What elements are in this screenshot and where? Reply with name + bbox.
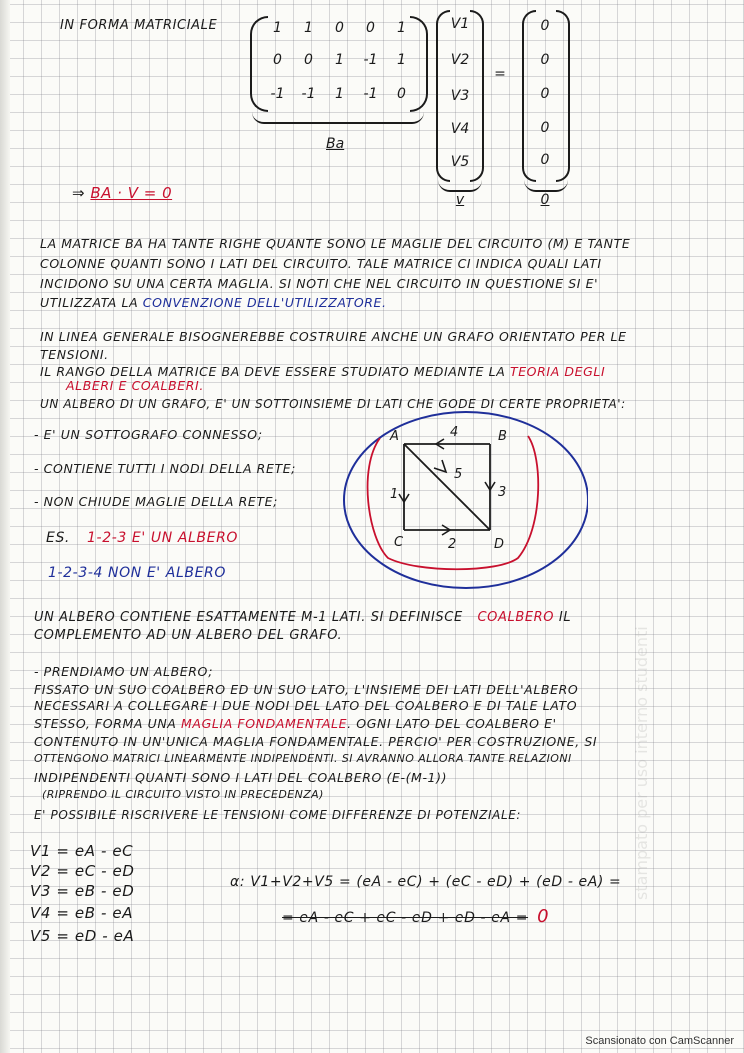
highlight-coalbero: COALBERO — [477, 610, 555, 625]
vector-zero-entry: 0 — [540, 52, 550, 68]
matrix-cell: 1 — [335, 52, 344, 68]
text-fragment: IL RANGO DELLA MATRICE BA DEVE ESSERE STUDIATO MEDIANTE LA — [40, 364, 510, 379]
matrix-label: Ba — [326, 136, 345, 152]
example-tree: 1-2-3 E' UN ALBERO — [87, 530, 239, 546]
text-line: OTTENGONO MATRICI LINEARMENTE INDIPENDENTI. SI AVRANNO ALLORA TANTE RELAZIONI — [34, 752, 572, 765]
vector-zero-entry: 0 — [540, 120, 550, 136]
vector-v-entry: V5 — [450, 154, 470, 170]
matrix-cell: 1 — [273, 20, 282, 36]
text-line: (RIPRENDO IL CIRCUITO VISTO IN PRECEDENZA) — [42, 788, 324, 801]
text-fragment: UTILIZZATA LA — [40, 295, 143, 310]
matrix-cell: 0 — [366, 20, 375, 36]
text-fragment: UN ALBERO CONTIENE ESATTAMENTE M-1 LATI. SI DEFINISCE — [34, 610, 463, 625]
vector-v-entry: V2 — [450, 52, 470, 68]
text-line: INDIPENDENTI QUANTI SONO I LATI DEL COALBERO (E-(M-1)) — [34, 770, 448, 785]
voltage-eq: V4 = eB - eA — [30, 904, 134, 922]
text-line: LA MATRICE BA HA TANTE RIGHE QUANTE SONO LE MAGLIE DEL CIRCUITO (M) E TANTE — [40, 236, 631, 251]
node-b: B — [498, 429, 507, 444]
text-line: E' POSSIBILE RISCRIVERE LE TENSIONI COME DIFFERENZE DI POTENZIALE: — [34, 808, 522, 822]
vector-v-label: v — [455, 192, 465, 208]
graph-diagram — [338, 408, 588, 592]
text-line — [40, 364, 605, 379]
text-line: IN LINEA GENERALE BISOGNEREBBE COSTRUIRE ANCHE UN GRAFO ORIENTATO PER LE — [40, 329, 627, 344]
text-line: COMPLEMENTO AD UN ALBERO DEL GRAFO. — [34, 628, 343, 643]
text-line: INCIDONO SU UNA CERTA MAGLIA. SI NOTI CHE NEL CIRCUITO IN QUESTIONE SI E' — [40, 276, 599, 291]
edge-label-4: 4 — [450, 425, 459, 440]
bullet-item: - CONTIENE TUTTI I NODI DELLA RETE; — [34, 461, 296, 476]
arrow-edge-5 — [434, 460, 446, 472]
matrix-cell: 0 — [335, 20, 344, 36]
matrix-cell: -1 — [363, 52, 378, 68]
highlight-convention: CONVENZIONE DELL'UTILIZZATORE. — [142, 295, 387, 310]
node-a: A — [390, 429, 399, 444]
voltage-eq: V5 = eD - eA — [30, 927, 135, 945]
cancelled-terms: = eA - eC + eC - eD + eD - eA = — [282, 910, 529, 926]
voltage-eq: V2 = eC - eD — [30, 862, 135, 880]
text-line — [34, 610, 571, 625]
equals-sign: = — [494, 66, 506, 82]
text-line: UN ALBERO DI UN GRAFO, E' UN SOTTOINSIEME DI LATI CHE GODE DI CERTE PROPRIETA': — [40, 397, 626, 411]
implication — [72, 184, 172, 202]
matrix-cell: -1 — [363, 86, 378, 102]
section-title: IN FORMA MATRICIALE — [60, 18, 218, 33]
page-binding-edge — [0, 0, 10, 1053]
highlight-fundamental-loop: MAGLIA FONDAMENTALE — [181, 716, 348, 731]
highlight-theory-cont: ALBERI E COALBERI. — [66, 378, 204, 393]
bullet-item: - E' UN SOTTOGRAFO CONNESSO; — [34, 427, 263, 442]
highlight-theory: TEORIA DEGLI — [509, 364, 606, 379]
alpha-result: 0 — [537, 906, 550, 927]
scanner-footer: Scansionato con CamScanner — [585, 1035, 734, 1047]
vector-v-entry: V4 — [450, 121, 470, 137]
example-prefix: ES. — [46, 530, 70, 546]
text-line: COLONNE QUANTI SONO I LATI DEL CIRCUITO. TALE MATRICE CI INDICA QUALI LATI — [40, 256, 602, 271]
matrix-cell: -1 — [301, 86, 316, 102]
vector-zero-entry: 0 — [540, 86, 550, 102]
example-not-tree: 1-2-3-4 NON E' ALBERO — [48, 565, 226, 581]
text-fragment: . OGNI LATO DEL COALBERO E' — [347, 716, 557, 731]
watermark: stampato per uso interno studenti — [632, 626, 651, 900]
edge-label-2: 2 — [448, 537, 457, 552]
vector-v-underbrace — [438, 180, 482, 192]
edge-5 — [404, 444, 490, 530]
text-line — [40, 295, 387, 310]
voltage-eq: V1 = eA - eC — [30, 842, 134, 860]
text-line — [34, 716, 557, 731]
node-d: D — [494, 537, 505, 552]
matrix-cell: -1 — [270, 86, 285, 102]
text-line: CONTENUTO IN UN'UNICA MAGLIA FONDAMENTALE. PERCIO' PER COSTRUZIONE, SI — [34, 734, 598, 749]
bullet-item: - NON CHIUDE MAGLIE DELLA RETE; — [34, 494, 278, 509]
matrix-cell: 1 — [397, 20, 406, 36]
text-line: NECESSARI A COLLEGARE I DUE NODI DEL LATO DEL COALBERO E DI TALE LATO — [34, 698, 578, 713]
vector-v-entry: V3 — [450, 88, 470, 104]
text-fragment: IL — [558, 610, 572, 625]
text-fragment: STESSO, FORMA UNA — [34, 716, 182, 731]
matrix-cell: 0 — [304, 52, 313, 68]
edge-label-5: 5 — [454, 467, 463, 482]
edge-label-1: 1 — [390, 487, 399, 502]
edge-label-3: 3 — [498, 485, 507, 500]
alpha-equation-line2 — [282, 906, 549, 927]
vector-zero-underbrace — [524, 180, 568, 192]
text-line: - PRENDIAMO UN ALBERO; — [34, 664, 214, 679]
example-line — [46, 530, 238, 546]
voltage-eq: V3 = eB - eD — [30, 882, 135, 900]
implies-arrow: ⇒ — [72, 184, 86, 202]
vector-zero-entry: 0 — [540, 18, 550, 34]
implication-equation: BA · V = 0 — [90, 184, 173, 202]
matrix-cell: 1 — [397, 52, 406, 68]
alpha-equation-line1: α: V1+V2+V5 = (eA - eC) + (eC - eD) + (eD - eA) = — [230, 874, 622, 890]
matrix-cell: 0 — [273, 52, 282, 68]
text-line: FISSATO UN SUO COALBERO ED UN SUO LATO, L'INSIEME DEI LATI DELL'ALBERO — [34, 682, 579, 697]
matrix-row-1 — [262, 20, 417, 36]
node-c: C — [394, 535, 404, 550]
vector-zero-label: 0 — [540, 192, 550, 208]
matrix-cell: 1 — [335, 86, 344, 102]
matrix-cell: 1 — [304, 20, 313, 36]
blue-loop — [344, 412, 588, 588]
text-line: TENSIONI. — [40, 347, 109, 362]
matrix-cell: 0 — [397, 86, 406, 102]
vector-v-entry: V1 — [450, 16, 470, 32]
matrix-underbrace — [252, 112, 424, 124]
vector-zero-entry: 0 — [540, 152, 550, 168]
matrix-row-3 — [262, 86, 417, 102]
matrix-row-2 — [262, 52, 417, 68]
